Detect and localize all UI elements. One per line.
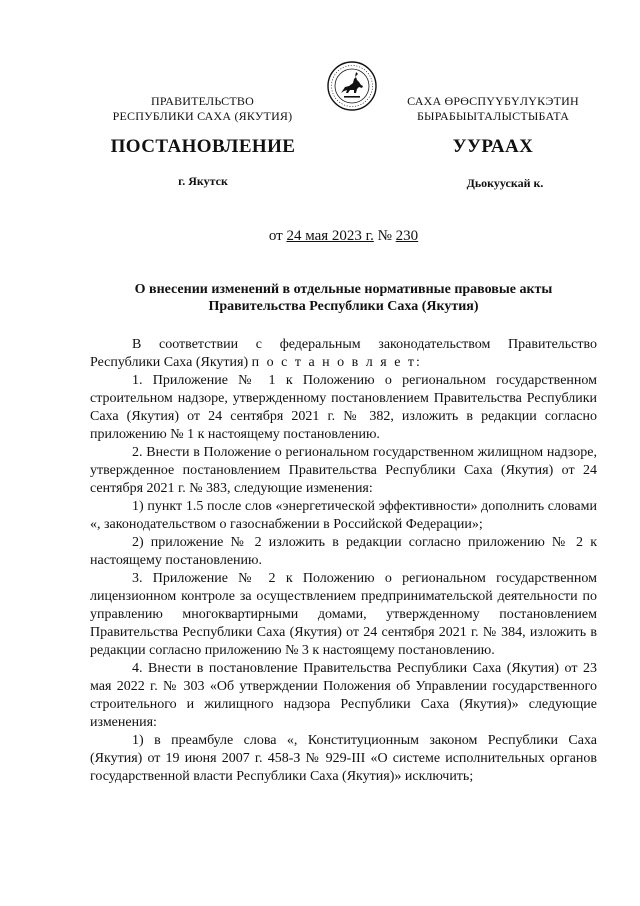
org-name-sakha [398,94,588,124]
decree-date: 24 мая 2023 г. [286,228,374,244]
paragraph-4-item-1: 1) в преамбуле слова «, Конституционным законом Республики Саха (Якутия) от 19 июня 2007 г. 458-З № 929-III «О системе исполнительных органов государственной власти Республики Саха (Якутия)» исключить; [90,733,597,784]
title-line-2: Правительства Республики Саха (Якутия) [208,299,479,314]
title-line-1: О внесении изменений в отдельные нормативные правовые акты [134,282,553,297]
org-line-2: РЕСПУБЛИКИ САХА (ЯКУТИЯ) [112,109,293,123]
org-line-2-sakha: БЫРАБЫЫТАЛЫСТЫБАТА [416,109,570,123]
intro-resolves: п о с т а н о в л я е т: [251,355,422,370]
intro-paragraph [90,336,597,372]
paragraph-2-item-1: 1) пункт 1.5 после слов «энергетической эффективности» дополнить словами «, законодательством о газоснабжении в Российской Федерации»; [90,499,597,532]
intro-text: В соответствии с федеральным законодательством Правительство Республики Саха (Якутия) [90,337,597,370]
decree-num-sign: № [373,228,396,244]
org-name-russian [90,94,315,124]
org-line-1-sakha: САХА ӨРӨСПҮҮБҮЛҮКЭТИН [407,94,579,108]
paragraph-2-item-2: 2) приложение № 2 изложить в редакции согласно приложению № 2 к настоящему постановлению. [90,535,597,568]
paragraph-1: 1. Приложение № 1 к Положению о региональном государственном строительном надзоре, утвержденному постановлением Правительства Республики Саха (Якутия) от 24 сентября 2021 г. № 382, изложить в редакции согласно приложению № 1 к настоящему постановлению. [90,373,597,442]
doc-type-russian: ПОСТАНОВЛЕНИЕ [110,136,296,157]
yakutia-coat-of-arms-icon [326,60,378,112]
decree-body [90,336,597,786]
decree-title [90,281,597,315]
decree-date-number [90,228,597,245]
paragraph-3: 3. Приложение № 2 к Положению о региональном государственном лицензионном контроле за осуществлением предпринимательской деятельности по управлению многоквартирными домами, утвержденному постановлением Правительства Республики Саха (Якутия) от 24 сентября 2021 г. № 384, изложить в редакции согласно приложению № 3 к настоящему постановлению. [90,571,597,658]
city-sakha: Дьокуускай к. [466,176,544,190]
decree-prefix: от [268,228,287,244]
city-russian: г. Якутск [178,174,228,188]
doc-type-sakha: УУРААХ [452,136,534,157]
paragraph-2: 2. Внести в Положение о региональном государственном жилищном надзоре, утвержденное постановлением Правительства Республики Саха (Якутия) от 24 сентября 2021 г. № 383, следующие изменения: [90,445,597,496]
decree-number: 230 [395,228,419,244]
org-line-1: ПРАВИТЕЛЬСТВО [151,94,254,108]
paragraph-4: 4. Внести в постановление Правительства Республики Саха (Якутия) от 23 мая 2022 г. № 303 «Об утверждении Положения об Управлении государственного строительного и жилищного надзора Республики Саха (Якутия)» следующие изменения: [90,661,597,730]
